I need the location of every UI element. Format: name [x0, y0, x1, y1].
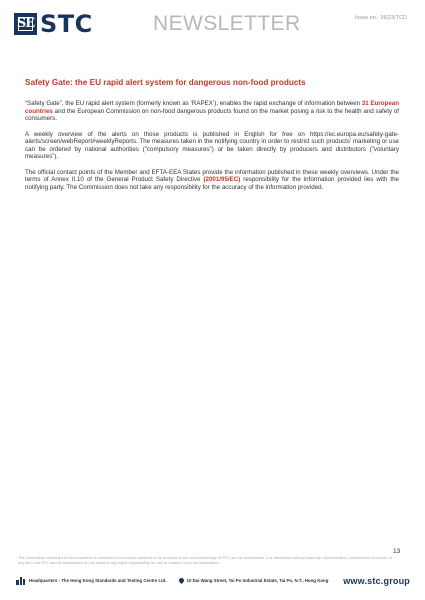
- paragraph-3: [25, 169, 399, 192]
- newsletter-title: NEWSLETTER: [153, 12, 301, 35]
- logo-text: STC: [40, 10, 93, 38]
- location-pin-icon: [177, 577, 184, 584]
- paragraph-1-text-a: “Safety Gate”, the EU rapid alert system (formerly known as ‘RAPEX’), enables the rapid exchange of information between: [25, 100, 362, 107]
- page-header: [0, 0, 425, 46]
- article-body: [25, 100, 399, 199]
- paragraph-1-text-b: and the European Commission on non-food dangerous products found on the market posing a risk to the health and safety of consumers.: [25, 107, 399, 122]
- article-title: Safety Gate: the EU rapid alert system for dangerous non-food products: [25, 78, 306, 87]
- paragraph-1: [25, 100, 399, 123]
- paragraph-3-text-b: responsibility for the information provided lies with the notifying party. The Commission does not take any responsibility for the accuracy of the information provided.: [25, 176, 399, 191]
- stc-logo-mark-icon: [14, 13, 37, 35]
- footer-headquarters: Headquarters - The Hong Kong Standards and Testing Centre Ltd.: [29, 578, 167, 583]
- paragraph-3-text-a: The official contact points of the Member and EFTA-EEA States provide the information published in these weekly overviews. Under the terms of Annex II.10 of the General Product Safety Directive: [25, 168, 399, 183]
- disclaimer: The information contained in this newsletter is obtained from sources believed to be accurate to the best knowledge of STC and its subsidiaries. It is distributed without warranty, representation, inducement or licence of any kind and STC and its subsidiaries do not assume any legal responsibility for use or reliance upon the information.: [18, 555, 392, 566]
- footer-address: 10 Dai Wang Street, Tai Po Industrial Estate, Tai Po, N.T., Hong Kong: [186, 578, 329, 583]
- highlight-31-countries: 31 European countries: [25, 100, 399, 115]
- building-icon: [16, 577, 25, 585]
- paragraph-2: A weekly overview of the alerts on those products is published in English for free on https://ec.europa.eu/safety-gate-alerts/screen/webReport#weeklyReports. The measures taken in the notifying country in order to restrict such products’ marketing or use can be ordered by national authorities ("compulsory measures") or be taken directly by producers and distributors ("voluntary measures").: [25, 130, 399, 160]
- stc-logo: [14, 10, 93, 38]
- website-link[interactable]: www.stc.group: [343, 575, 410, 586]
- page-number: 13: [393, 548, 401, 555]
- highlight-directive: (2001/95/EC): [203, 176, 241, 183]
- footer-bar: [16, 575, 410, 586]
- logo-glyph: SE: [16, 16, 35, 31]
- issue-number: Issue no.: 36/23/TCD: [355, 15, 407, 21]
